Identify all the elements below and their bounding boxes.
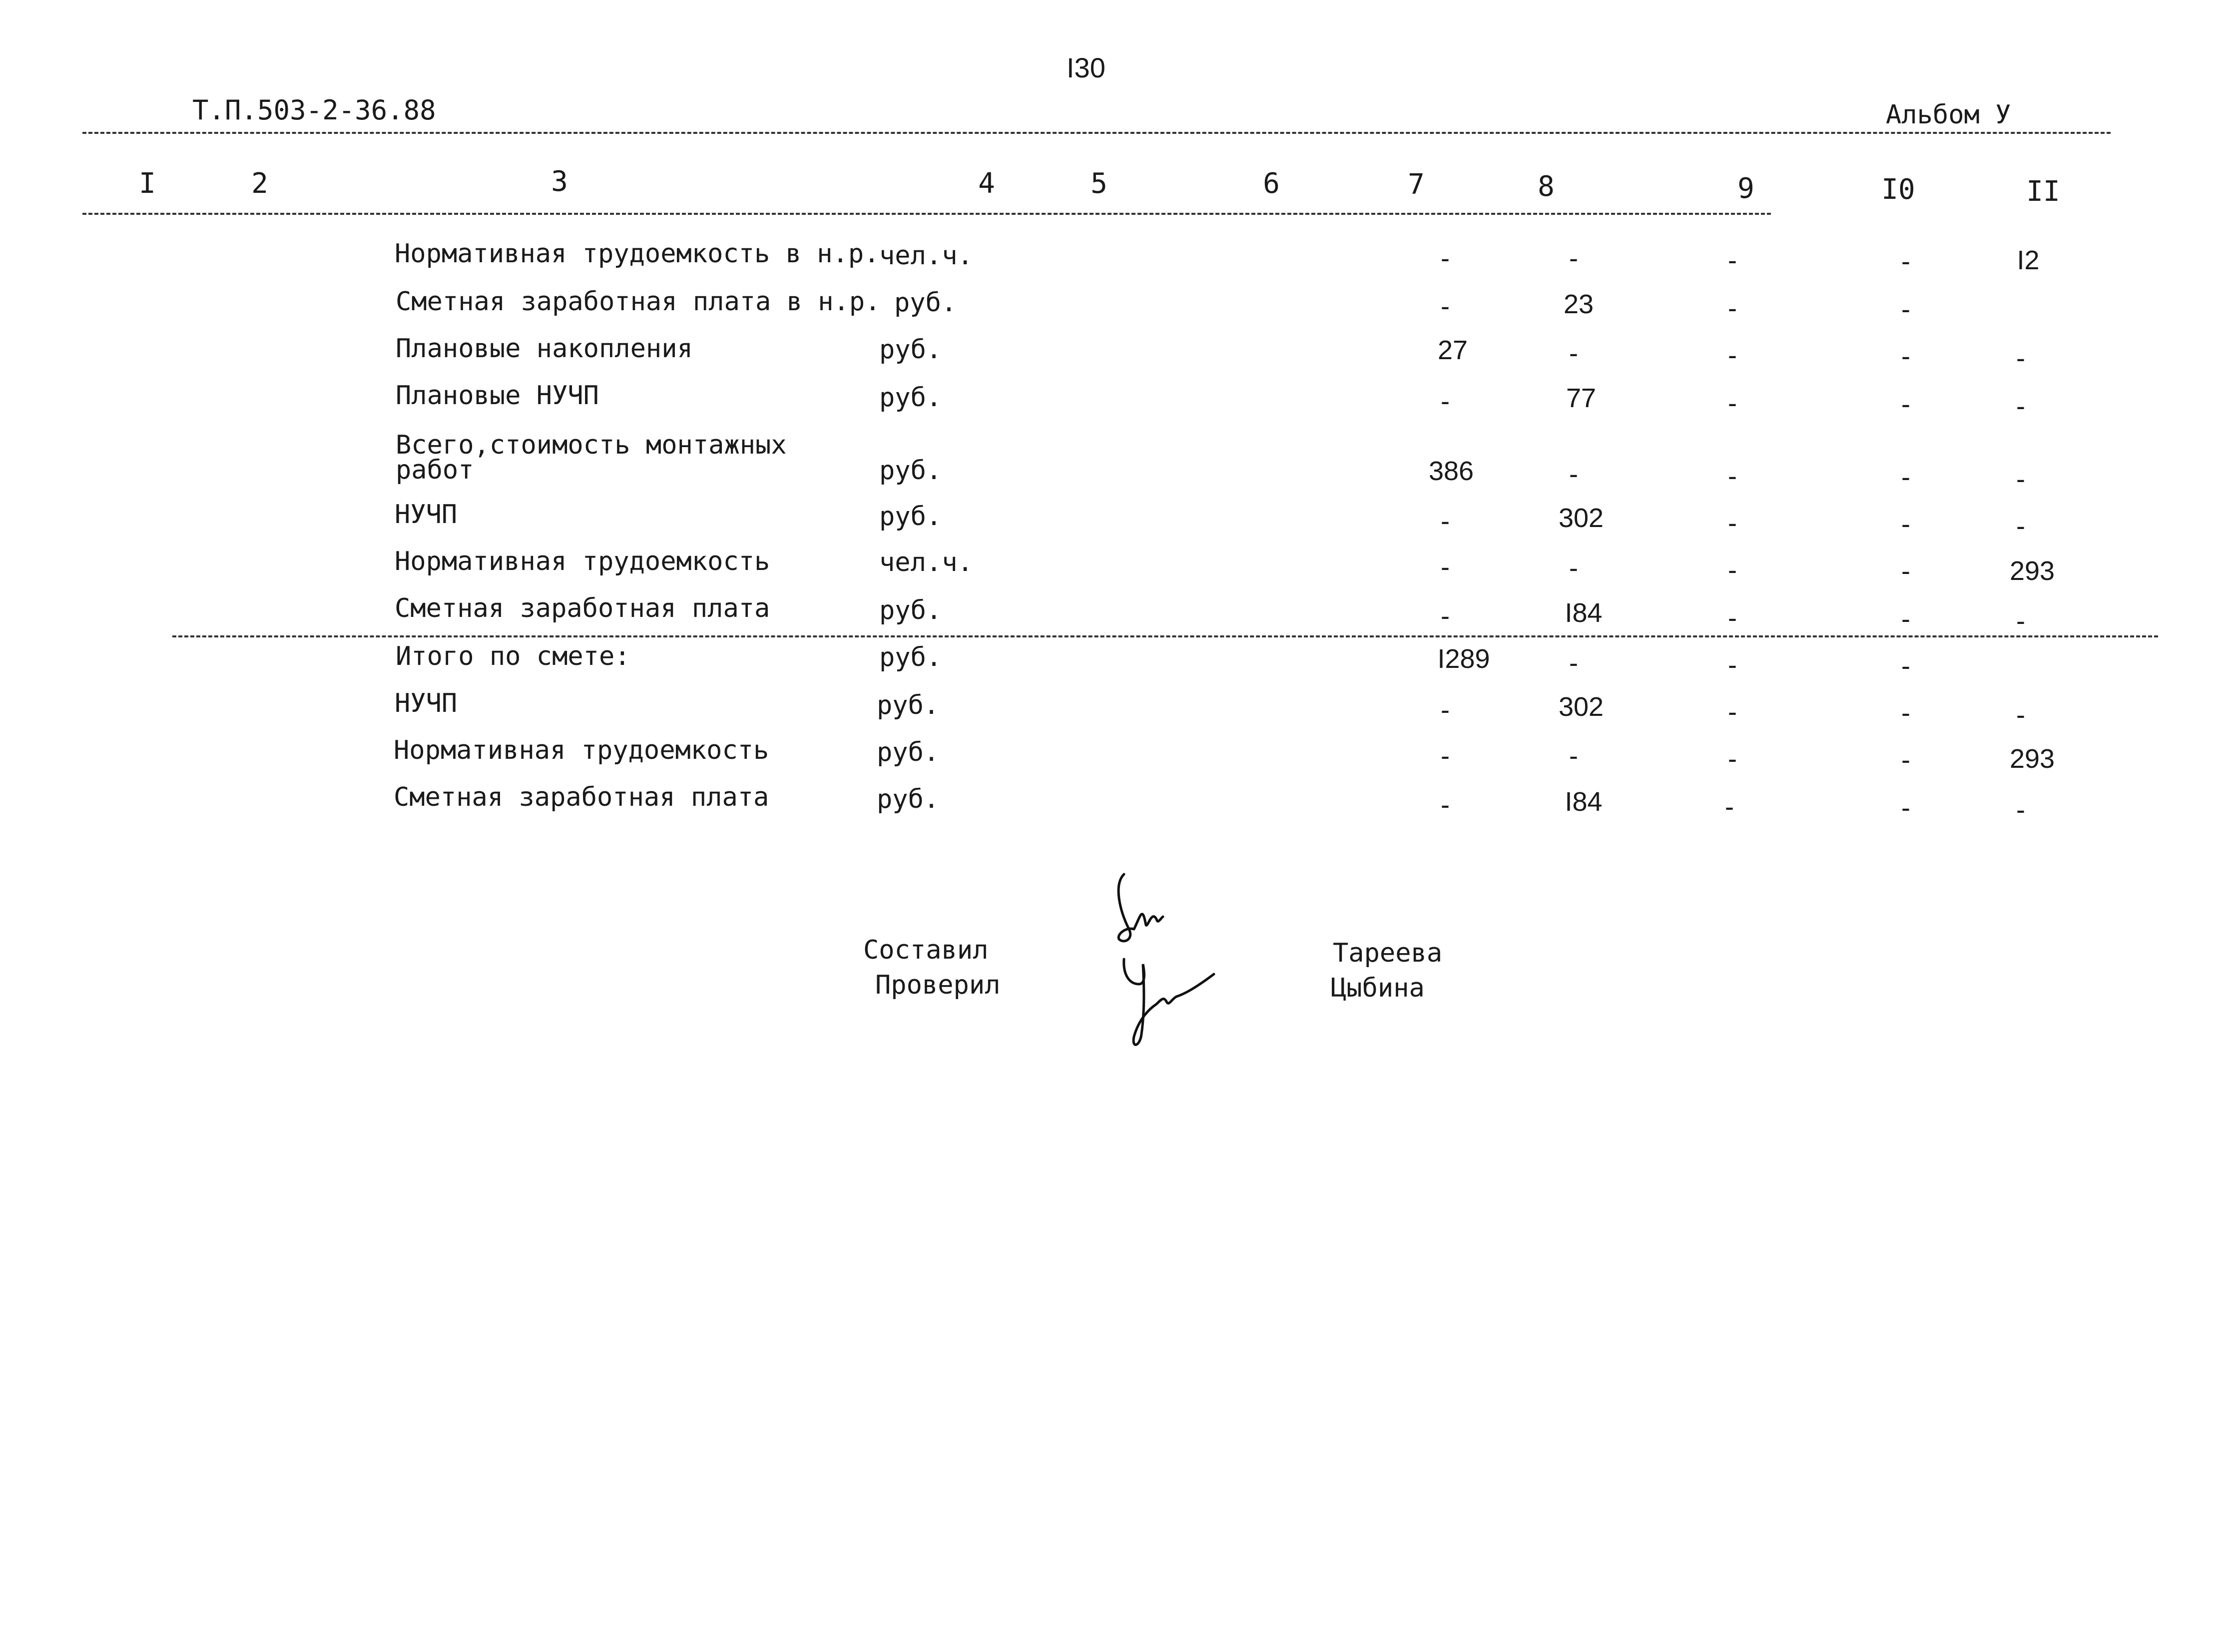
cell-col8: - [1569, 553, 1578, 583]
total-separator-rule [172, 635, 2158, 637]
row-unit: руб. [879, 456, 942, 486]
cell-col9: - [1728, 744, 1737, 774]
checked-name: Цыбина [1331, 973, 1425, 1003]
row-name: НУЧП [395, 500, 458, 530]
cell-col8: - [1569, 741, 1578, 771]
row-unit: руб. [877, 784, 940, 814]
cell-col11: - [2016, 700, 2025, 730]
cell-col11: - [2016, 795, 2025, 825]
column-number-2: 2 [251, 167, 268, 200]
cell-col9: - [1728, 555, 1737, 585]
cell-col7: - [1441, 506, 1450, 536]
cell-col9: - [1728, 293, 1737, 323]
cell-col8: 302 [1558, 692, 1604, 722]
cell-col10: - [1901, 556, 1910, 586]
cell-col9: - [1728, 650, 1737, 680]
document-code: Т.П.503-2-36.88 [192, 94, 436, 126]
cell-col9: - [1728, 697, 1737, 727]
cell-col9: - [1728, 461, 1737, 491]
cell-col8: I84 [1565, 598, 1603, 628]
cell-col7: 27 [1437, 335, 1468, 365]
row-unit: руб. [879, 642, 942, 672]
cell-col8: 77 [1566, 383, 1597, 413]
cell-col9: - [1728, 508, 1737, 538]
cell-col10: - [1901, 389, 1910, 419]
cell-col10: - [1901, 745, 1910, 775]
row-name [396, 430, 787, 485]
compiled-label: Составил [863, 935, 989, 965]
row-unit: руб. [877, 690, 940, 720]
compiled-name: Тареева [1333, 938, 1443, 968]
column-number-11: II [2026, 175, 2060, 208]
cell-col8: 302 [1558, 503, 1604, 533]
row-unit: руб. [877, 737, 940, 767]
album-label: Альбом У [1886, 100, 2011, 130]
header-rule-top [82, 132, 2111, 134]
cell-col10: - [1901, 651, 1910, 681]
cell-col8: - [1569, 648, 1578, 678]
cell-col8: - [1569, 243, 1578, 273]
header-rule-bottom [82, 213, 1771, 215]
row-name: Нормативная трудоемкость [395, 547, 770, 576]
cell-col10: - [1901, 509, 1910, 539]
row-unit: чел.ч. [879, 548, 973, 577]
cell-col11: - [2016, 391, 2025, 421]
cell-col7: - [1441, 291, 1450, 321]
row-name: НУЧП [395, 688, 458, 718]
row-name: Сметная заработная плата [395, 593, 770, 623]
row-unit: руб. [879, 335, 942, 365]
cell-col10: - [1901, 341, 1910, 371]
row-unit: руб. [879, 383, 942, 413]
row-name: Нормативная трудоемкость в н.р. [395, 239, 880, 269]
column-number-8: 8 [1538, 170, 1555, 203]
row-name: Нормативная трудоемкость [394, 735, 769, 765]
cell-col7: - [1441, 243, 1450, 273]
checked-label: Проверил [875, 970, 1001, 1000]
column-number-1: I [139, 167, 156, 200]
cell-col9: - [1725, 792, 1734, 822]
cell-col10: - [1901, 462, 1910, 492]
handwritten-signature-checked [1114, 949, 1234, 1054]
cell-col11: - [2016, 464, 2025, 494]
cell-col7: - [1441, 790, 1450, 820]
column-number-6: 6 [1263, 167, 1280, 200]
cell-col11: 293 [2009, 556, 2055, 586]
column-number-3: 3 [551, 165, 568, 198]
column-number-10: I0 [1881, 173, 1915, 206]
cell-col7: 386 [1428, 456, 1474, 486]
row-unit: руб. [879, 595, 942, 625]
row-unit: чел.ч. [879, 241, 973, 271]
cell-col7: - [1441, 741, 1450, 771]
cell-col9: - [1728, 245, 1737, 275]
cell-col10: - [1901, 604, 1910, 634]
page-number: I30 [1067, 52, 1106, 83]
row-name: Сметная заработная плата в н.р. [396, 287, 881, 317]
cell-col11: I2 [2017, 245, 2040, 275]
cell-col10: - [1901, 698, 1910, 728]
cell-col8: I84 [1565, 787, 1603, 817]
column-number-5: 5 [1091, 167, 1107, 200]
cell-col11: - [2016, 606, 2025, 636]
cell-col7: I289 [1437, 644, 1490, 674]
column-number-4: 4 [978, 167, 995, 200]
column-number-9: 9 [1737, 172, 1754, 205]
cell-col7: - [1441, 386, 1450, 416]
handwritten-signature-compiled [1104, 869, 1214, 959]
cell-col9: - [1728, 340, 1737, 370]
cell-col10: - [1901, 294, 1910, 324]
cell-col7: - [1441, 601, 1450, 631]
cell-col7: - [1441, 552, 1450, 582]
cell-col10: - [1901, 793, 1910, 823]
cell-col9: - [1728, 388, 1737, 418]
cell-col11: - [2016, 343, 2025, 373]
cell-col11: - [2016, 511, 2025, 541]
row-unit: руб. [894, 288, 957, 318]
cell-col9: - [1728, 603, 1737, 633]
row-name: Итого по смете: [396, 641, 630, 671]
cell-col8: - [1569, 459, 1578, 489]
row-name-line2: работ [396, 455, 474, 485]
cell-col11: 293 [2009, 744, 2055, 774]
row-name: Плановые НУЧП [396, 381, 599, 411]
cell-col10: - [1901, 246, 1910, 276]
cell-col7: - [1441, 695, 1450, 725]
cell-col8: 23 [1563, 289, 1594, 319]
column-number-7: 7 [1408, 168, 1425, 201]
row-name: Сметная заработная плата [394, 782, 769, 812]
row-unit: руб. [879, 502, 942, 532]
row-name-line1: Всего,стоимость монтажных [396, 430, 787, 460]
row-name: Плановые накопления [396, 334, 693, 364]
cell-col8: - [1569, 338, 1578, 368]
